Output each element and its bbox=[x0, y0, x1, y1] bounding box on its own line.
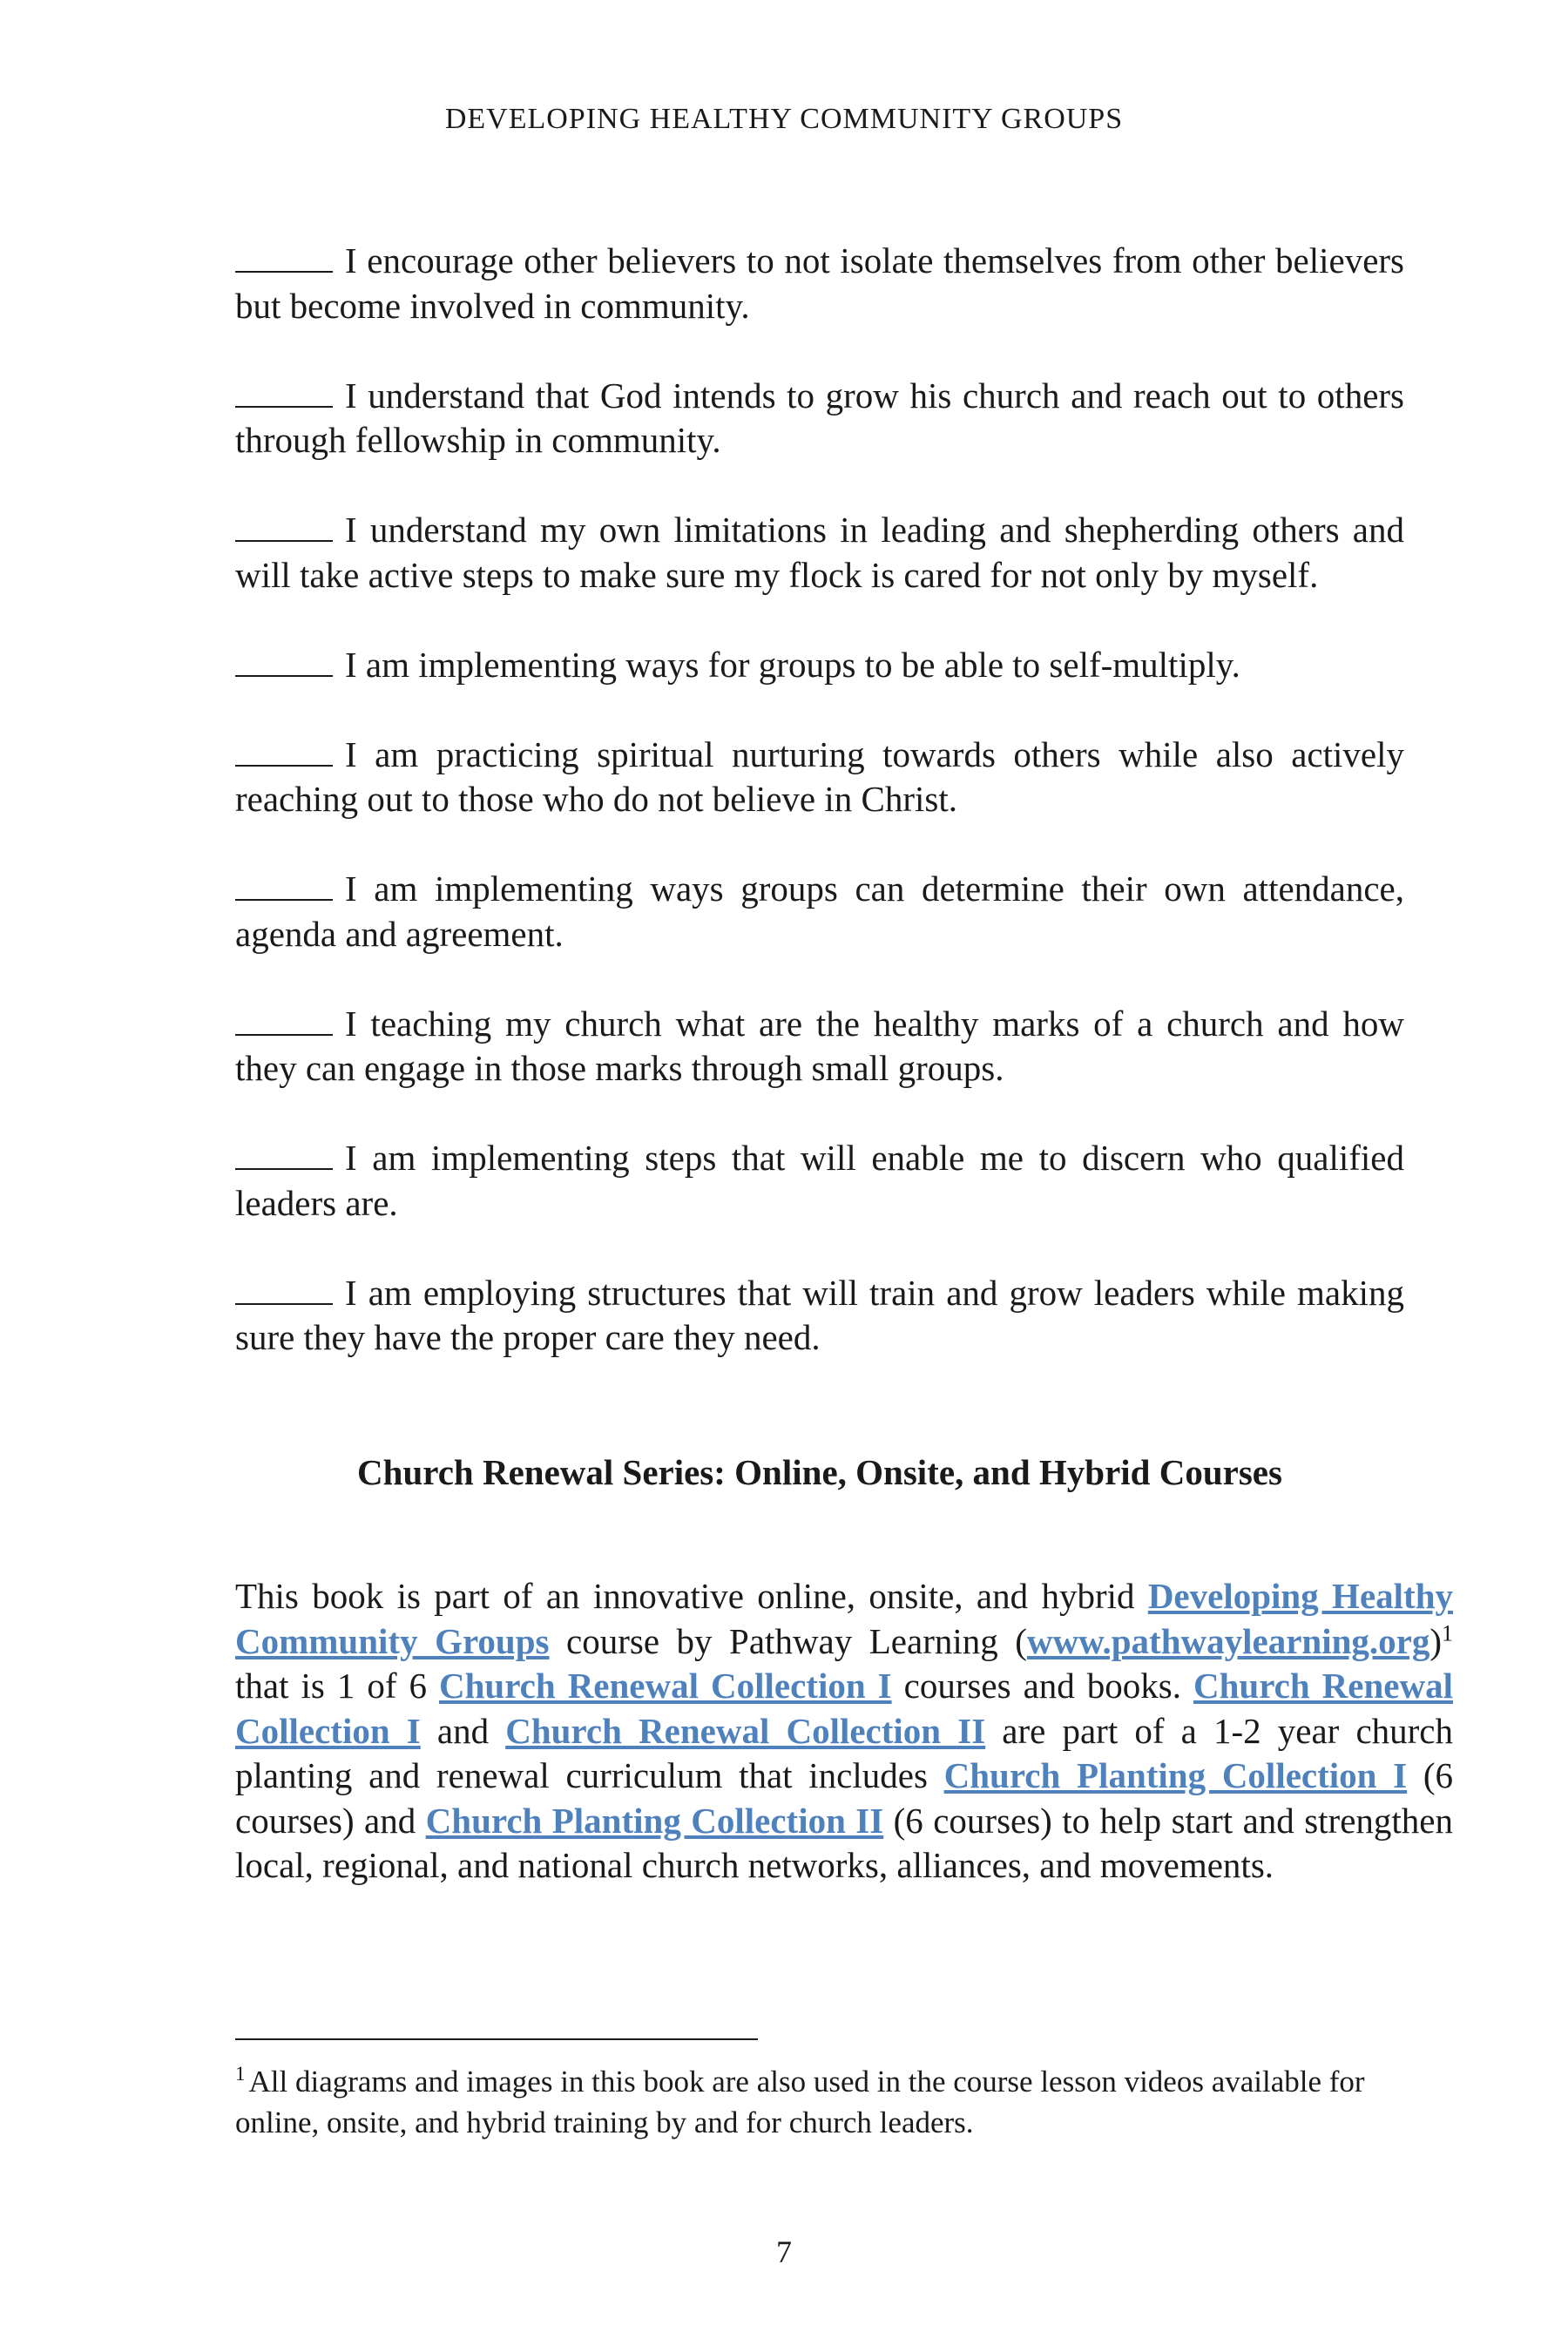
checklist-item bbox=[235, 508, 1404, 598]
checklist-item bbox=[235, 239, 1404, 328]
page-number: 7 bbox=[776, 2234, 792, 2269]
checkbox-blank-line[interactable] bbox=[235, 1272, 333, 1305]
para-text: (6 courses) and bbox=[235, 1755, 1453, 1841]
checklist-item bbox=[235, 1002, 1404, 1092]
checklist-item-text: I am implementing ways for groups to be able to self-multiply. bbox=[345, 644, 1240, 685]
checklist-item bbox=[235, 1271, 1404, 1361]
para-text: and bbox=[420, 1710, 506, 1751]
church-renewal-collection-1-link[interactable]: Church Renewal Collection I bbox=[235, 1666, 1453, 1751]
checkbox-blank-line[interactable] bbox=[235, 1137, 333, 1170]
checklist-item bbox=[235, 374, 1404, 463]
footnote-number: 1 bbox=[235, 2063, 246, 2085]
checkbox-blank-line[interactable] bbox=[235, 375, 333, 408]
checklist-item bbox=[235, 867, 1404, 956]
footnote-reference[interactable]: 1 bbox=[1442, 1619, 1453, 1646]
checkbox-blank-line[interactable] bbox=[235, 868, 333, 901]
checkbox-blank-line[interactable] bbox=[235, 733, 333, 767]
footnote bbox=[235, 2061, 1404, 2143]
footnote-text: All diagrams and images in this book are also used in the course lesson videos available for online, onsite, and hybrid training by and for church leaders. bbox=[235, 2065, 1365, 2139]
church-planting-collection-1-link[interactable]: Church Planting Collection I bbox=[943, 1755, 1408, 1795]
para-text: are part of a 1-2 year church planting and renewal curriculum that includes bbox=[235, 1710, 1454, 1795]
course-link[interactable]: Developing Healthy Community Groups bbox=[235, 1576, 1453, 1661]
checkbox-blank-line[interactable] bbox=[235, 240, 333, 273]
section-heading: Church Renewal Series: Online, Onsite, and Hybrid Courses bbox=[357, 1452, 1282, 1492]
para-text: ) bbox=[1429, 1620, 1442, 1661]
church-renewal-collection-1-link[interactable]: Church Renewal Collection I bbox=[439, 1666, 892, 1706]
checklist-item bbox=[235, 643, 1404, 688]
para-text: that is 1 of 6 bbox=[235, 1666, 440, 1706]
checklist-item bbox=[235, 1136, 1404, 1226]
para-text: courses and books. bbox=[891, 1666, 1193, 1706]
self-assessment-checklist bbox=[235, 239, 1404, 1405]
checkbox-blank-line[interactable] bbox=[235, 644, 333, 677]
church-planting-collection-2-link[interactable]: Church Planting Collection II bbox=[425, 1800, 884, 1841]
course-description-paragraph bbox=[235, 1574, 1453, 1889]
checklist-item-text: I understand that God intends to grow his church and reach out to others through fellowship in community. bbox=[235, 375, 1404, 460]
checklist-item-text: I encourage other believers to not isolate themselves from other believers but become involved in community. bbox=[235, 240, 1404, 326]
checkbox-blank-line[interactable] bbox=[235, 509, 333, 542]
checklist-item-text: I am implementing steps that will enable me to discern who qualified leaders are. bbox=[235, 1138, 1404, 1223]
checklist-item-text: I am implementing ways groups can determine their own attendance, agenda and agreement. bbox=[235, 868, 1404, 954]
checkbox-blank-line[interactable] bbox=[235, 1003, 333, 1036]
church-renewal-collection-2-link[interactable]: Church Renewal Collection II bbox=[505, 1710, 986, 1751]
checklist-item-text: I teaching my church what are the healthy marks of a church and how they can engage in those marks through small groups. bbox=[235, 1003, 1404, 1088]
checklist-item-text: I am employing structures that will train and grow leaders while making sure they have the proper care they need. bbox=[235, 1272, 1404, 1357]
running-header: DEVELOPING HEALTHY COMMUNITY GROUPS bbox=[444, 103, 1124, 135]
checklist-item-text: I am practicing spiritual nurturing towards others while also actively reaching out to those who do not believe in Christ. bbox=[235, 733, 1404, 819]
website-link[interactable]: www.pathwaylearning.org bbox=[1026, 1620, 1430, 1661]
para-text: course by Pathway Learning ( bbox=[549, 1620, 1027, 1661]
para-text: (6 courses) to help start and strengthen local, regional, and national church networks, alliances, and movements. bbox=[235, 1800, 1453, 1885]
checklist-item bbox=[235, 733, 1404, 822]
checklist-item-text: I understand my own limitations in leading and shepherding others and will take active steps to make sure my flock is cared for not only by myself. bbox=[235, 510, 1404, 595]
footnote-divider bbox=[235, 2038, 758, 2040]
para-text: This book is part of an innovative online, onsite, and hybrid bbox=[235, 1576, 1148, 1616]
